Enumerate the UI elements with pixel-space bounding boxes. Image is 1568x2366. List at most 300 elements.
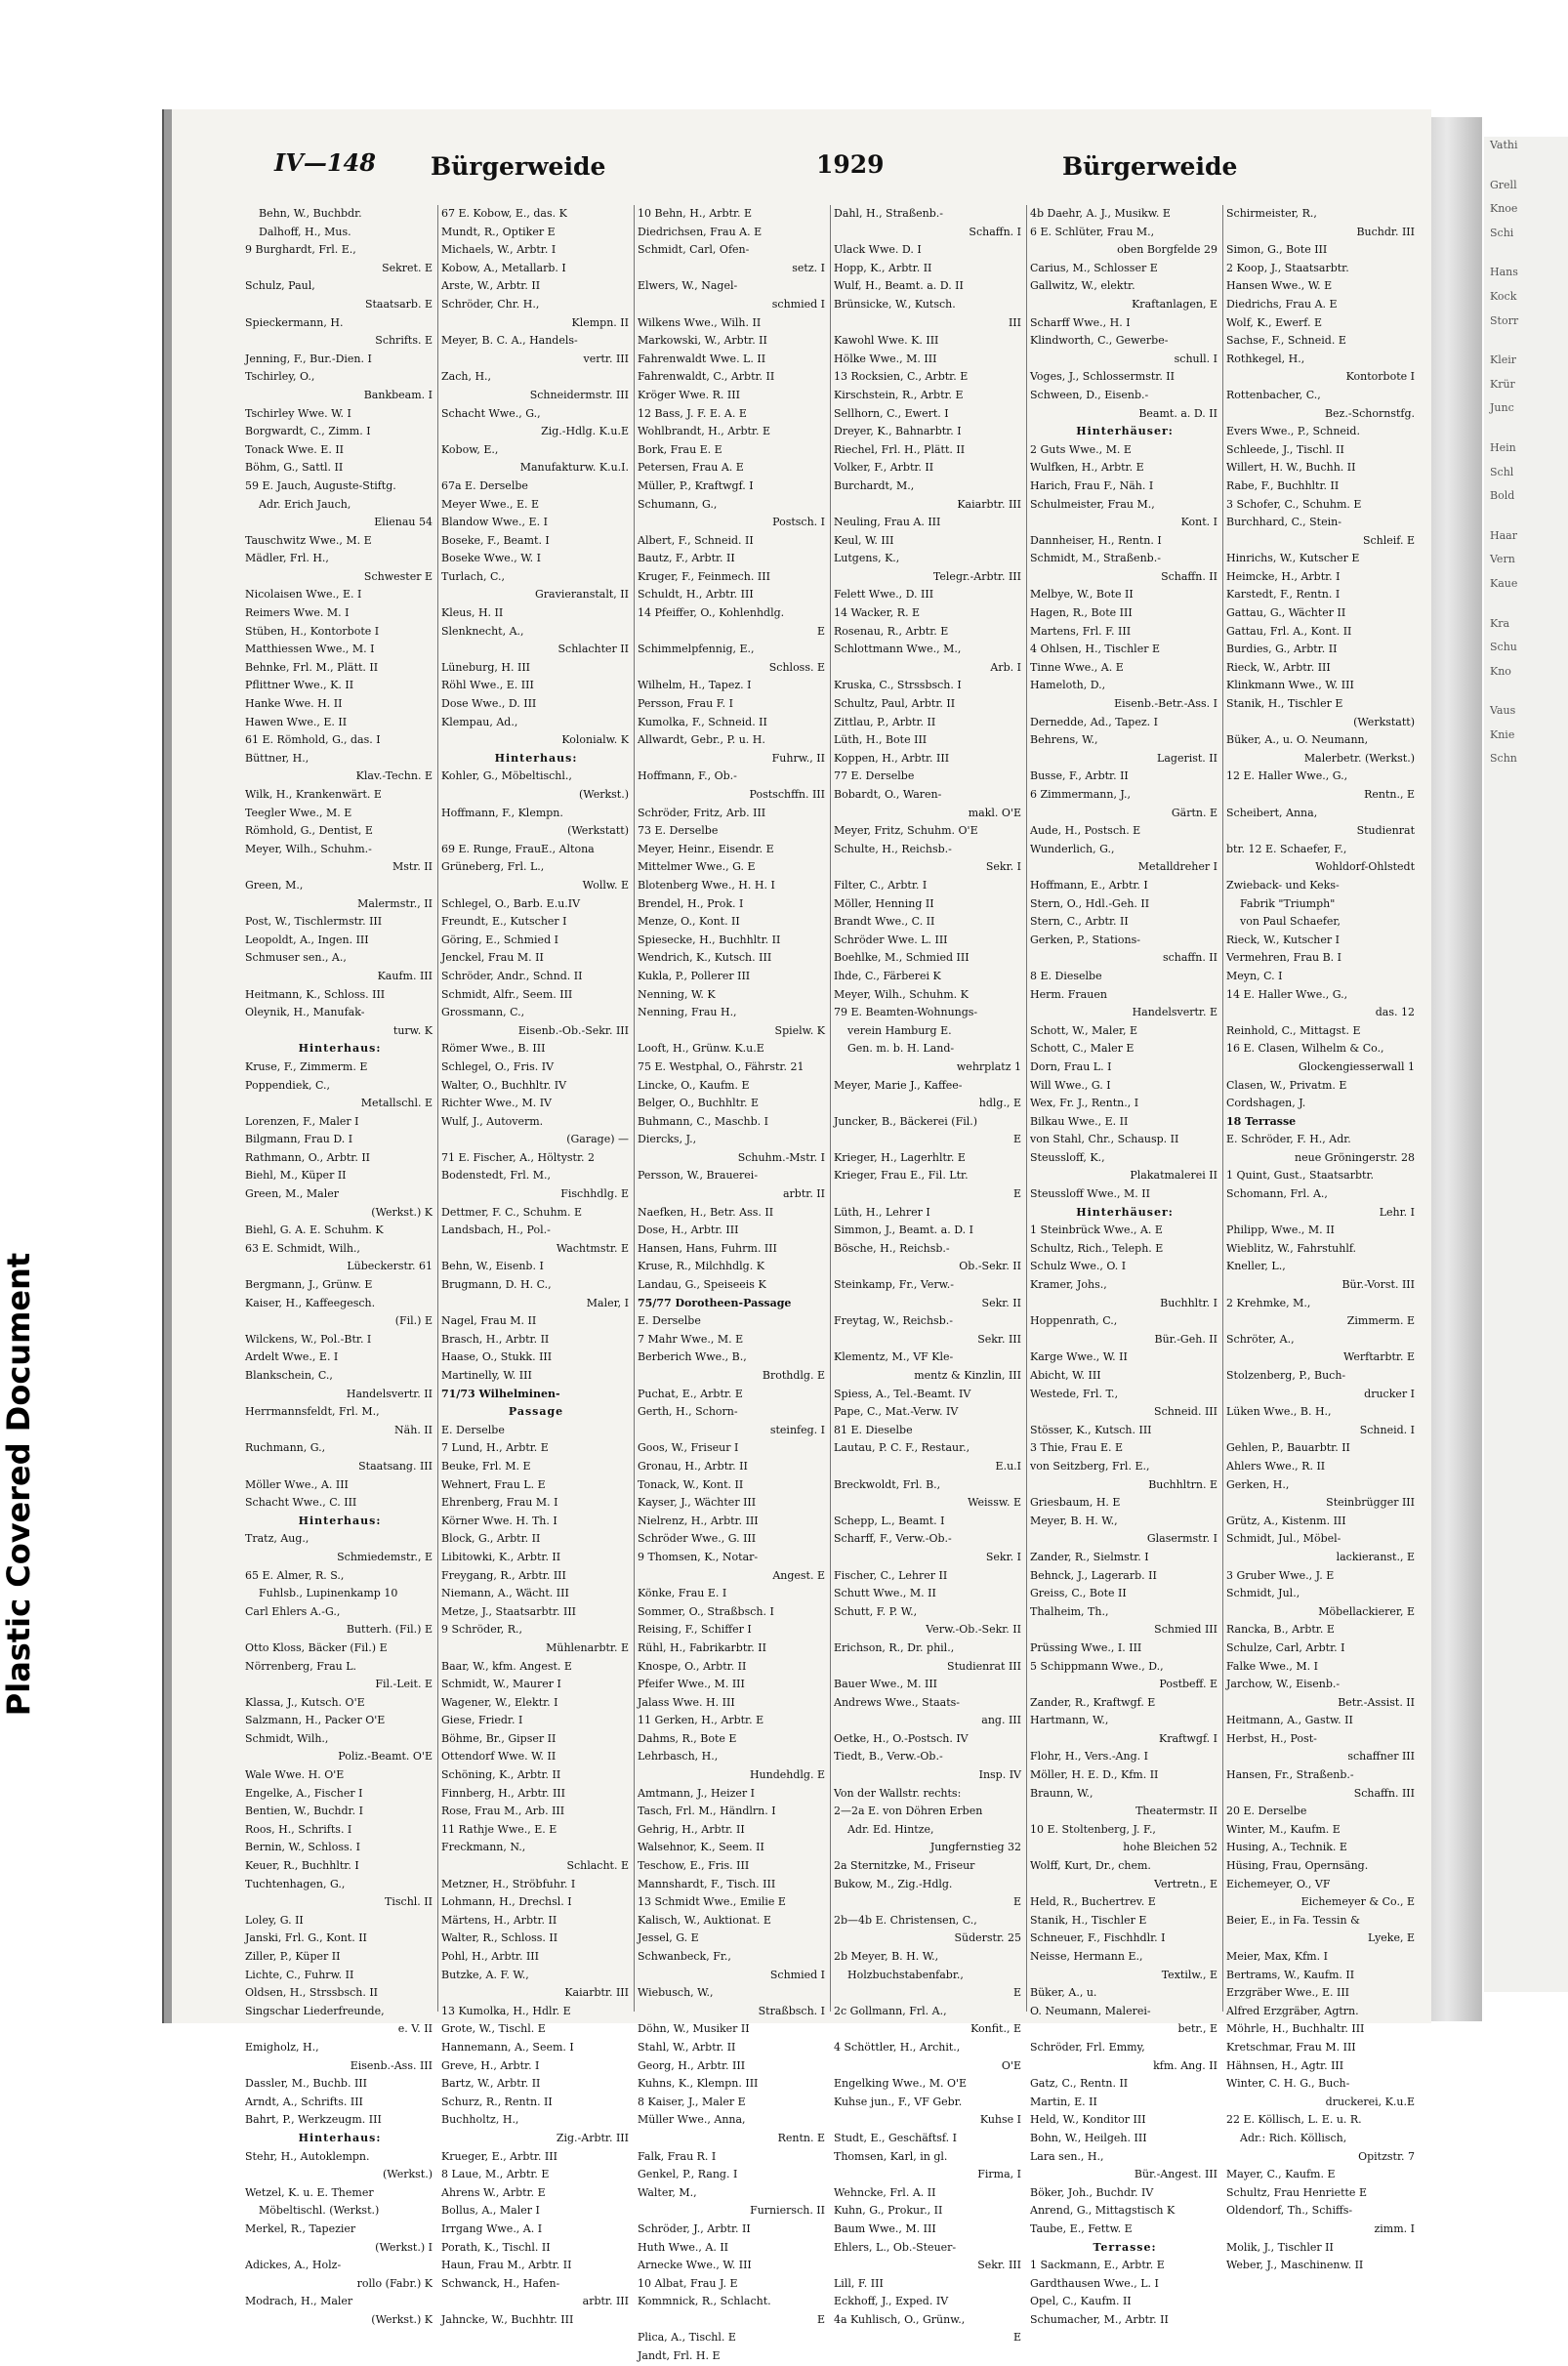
directory-entry: Firma, I: [977, 2168, 1021, 2181]
directory-entry: 4b Daehr, A. J., Musikw. E: [1030, 207, 1171, 220]
directory-entry: Burchhard, C., Stein-: [1226, 516, 1341, 529]
directory-entry: Slenknecht, A.,: [441, 624, 524, 638]
directory-entry: Nenning, W. K: [638, 987, 716, 1001]
directory-entry: 6 Zimmermann, J.,: [1030, 788, 1131, 801]
next-page-text: Kaue: [1490, 576, 1518, 590]
directory-entry: Klementz, M., VF Kle-: [834, 1350, 954, 1364]
directory-entry: Lautau, P. C. F., Restaur.,: [834, 1441, 970, 1455]
directory-entry: Eichemeyer & Co., E: [1300, 1895, 1415, 1909]
directory-entry: Goos, W., Friseur I: [638, 1441, 739, 1455]
directory-entry: Genkel, P., Rang. I: [638, 2168, 738, 2181]
directory-entry: Nicolaisen Wwe., E. I: [245, 588, 362, 602]
directory-entry: Arb. I: [990, 660, 1021, 674]
directory-entry: Oleynik, H., Manufak-: [245, 1006, 365, 1019]
directory-entry: Tschirley Wwe. W. I: [245, 406, 351, 420]
directory-entry: 10 Behn, H., Arbtr. E: [638, 207, 753, 220]
directory-entry: Pfeifer Wwe., M. III: [638, 1678, 745, 1691]
section-heading: Hinterhaus:: [494, 751, 578, 765]
directory-entry: Schröder, Andr., Schnd. II: [441, 969, 583, 982]
directory-entry: Ottendorf Wwe. W. II: [441, 1750, 557, 1764]
directory-entry: (Werkstatt): [1353, 715, 1415, 728]
directory-entry: Glockengiesserwall 1: [1299, 1059, 1415, 1073]
directory-entry: hohe Bleichen 52: [1123, 1841, 1217, 1854]
directory-entry: Ehrenberg, Frau M. I: [441, 1496, 558, 1510]
directory-entry: Wachtmstr. E: [556, 1241, 629, 1255]
directory-entry: Schott, C., Maler E: [1030, 1042, 1135, 1056]
directory-entry: Arste, W., Arbtr. II: [441, 279, 541, 293]
directory-entry: Baum Wwe., M. III: [834, 2221, 936, 2235]
directory-entry: Näh. II: [394, 1423, 433, 1436]
directory-entry: Kommnick, R., Schlacht.: [638, 2295, 771, 2308]
directory-entry: Molik, J., Tischler II: [1226, 2240, 1334, 2254]
directory-entry: Staatsang. III: [358, 1459, 433, 1473]
directory-entry: Taube, E., Fettw. E: [1030, 2221, 1133, 2235]
directory-entry: Spiess, A., Tel.-Beamt. IV: [834, 1387, 971, 1400]
directory-entry: arbtr. III: [582, 2295, 629, 2308]
street-title-left: Bürgerweide: [431, 152, 606, 181]
directory-entry: Markowski, W., Arbtr. II: [638, 334, 767, 348]
directory-entry: Arndt, A., Schrifts. III: [245, 2095, 363, 2108]
directory-entry: Eisenb.-Ass. III: [350, 2058, 433, 2072]
directory-entry: Willert, H. W., Buchh. II: [1226, 461, 1356, 475]
directory-entry: 8 Laue, M., Arbtr. E: [441, 2168, 550, 2181]
directory-entry: Wollw. E: [582, 878, 629, 892]
directory-entry: Schneid. III: [1154, 1405, 1217, 1419]
directory-entry: Schmidt, Wilh.,: [245, 1731, 329, 1745]
directory-entry: Gehrig, H., Arbtr. II: [638, 1822, 745, 1836]
directory-entry: Will Wwe., G. I: [1030, 1078, 1111, 1092]
directory-entry: Meyer, Wilh., Schuhm.-: [245, 842, 372, 855]
section-heading: Terrasse:: [1093, 2240, 1157, 2254]
directory-entry: Fahrenwaldt, C., Arbtr. II: [638, 370, 775, 384]
directory-entry: 67 E. Kobow, E., das. K: [441, 207, 567, 220]
directory-column: [438, 205, 635, 2326]
directory-entry: Schröter, A.,: [1226, 1332, 1295, 1346]
directory-entry: 3 Schofer, C., Schuhm. E: [1226, 497, 1362, 511]
directory-entry: Buchholtz, H.,: [441, 2113, 519, 2127]
directory-entry: 5 Schippmann Wwe., D.,: [1030, 1659, 1164, 1673]
directory-entry: arbtr. II: [782, 1187, 825, 1201]
directory-entry: Arnecke Wwe., W. III: [638, 2259, 752, 2272]
directory-entry: Grote, W., Tischl. E: [441, 2022, 546, 2036]
directory-entry: Kayser, J., Wächter III: [638, 1496, 757, 1510]
directory-entry: Opel, C., Kaufm. II: [1030, 2295, 1132, 2308]
directory-entry: Baar, W., kfm. Angest. E: [441, 1659, 572, 1673]
directory-entry: Kaiarbtr. III: [957, 497, 1021, 511]
directory-entry: Hoffmann, F., Ob.-: [638, 769, 737, 783]
directory-entry: Winter, C. H. G., Buch-: [1226, 2077, 1350, 2091]
directory-entry: Wendrich, K., Kutsch. III: [638, 951, 772, 965]
next-page-text: Haar: [1490, 528, 1517, 542]
directory-entry: 2a Sternitzke, M., Friseur: [834, 1859, 975, 1873]
directory-entry: Malerbetr. (Werkst.): [1303, 751, 1415, 765]
directory-entry: Elwers, W., Nagel-: [638, 279, 738, 293]
directory-entry: 8 E. Dieselbe: [1030, 969, 1102, 982]
directory-entry: Opitzstr. 7: [1358, 2149, 1415, 2163]
directory-entry: Walter, M.,: [638, 2185, 697, 2199]
directory-entry: Persson, Frau F. I: [638, 697, 733, 711]
directory-entry: Stahl, W., Arbtr. II: [638, 2040, 736, 2054]
directory-entry: (Werkst.) K: [371, 2312, 433, 2326]
directory-entry: Gatz, C., Rentn. II: [1030, 2077, 1129, 2091]
directory-entry: 22 E. Köllisch, L. E. u. R.: [1226, 2113, 1362, 2127]
next-page-text: Kock: [1490, 289, 1517, 303]
directory-entry: mentz & Kinzlin, III: [914, 1369, 1021, 1382]
directory-entry: Bohn, W., Heilgeh. III: [1030, 2131, 1147, 2144]
directory-entry: Gattau, G., Wächter II: [1226, 606, 1346, 620]
directory-entry: Clasen, W., Privatm. E: [1226, 1078, 1347, 1092]
directory-entry: 3 Gruber Wwe., J. E: [1226, 1568, 1335, 1582]
directory-entry: Scheibert, Anna,: [1226, 806, 1318, 819]
directory-entry: Hansen Wwe., W. E: [1226, 279, 1333, 293]
directory-entry: Schaffn. III: [1353, 1786, 1415, 1800]
directory-entry: Fischer, C., Lehrer II: [834, 1568, 948, 1582]
directory-entry: Mstr. II: [392, 860, 433, 874]
directory-entry: Gerken, H.,: [1226, 1477, 1290, 1491]
directory-entry: Rothkegel, H.,: [1226, 352, 1305, 365]
directory-entry: Philipp, Wwe., M. II: [1226, 1224, 1335, 1237]
directory-entry: Bork, Frau E. E: [638, 442, 722, 456]
directory-entry: Lichte, C., Fuhrw. II: [245, 1968, 354, 1981]
directory-entry: Grütz, A., Kistenm. III: [1226, 1514, 1346, 1527]
directory-entry: Schulmeister, Frau M.,: [1030, 497, 1155, 511]
directory-entry: Schween, D., Eisenb.-: [1030, 388, 1149, 401]
directory-entry: Cordshagen, J.: [1226, 1097, 1306, 1110]
directory-entry: Schwanck, H., Hafen-: [441, 2276, 560, 2290]
directory-entry: Stüben, H., Kontorbote I: [245, 624, 380, 638]
directory-entry: 18 Terrasse: [1226, 1114, 1297, 1128]
directory-entry: Bür.-Geh. II: [1154, 1332, 1217, 1346]
directory-entry: Mannshardt, F., Tisch. III: [638, 1877, 776, 1890]
directory-entry: Dernedde, Ad., Tapez. I: [1030, 715, 1158, 728]
directory-entry: Haase, O., Stukk. III: [441, 1350, 553, 1364]
directory-entry: Kolonialw. K: [561, 733, 629, 747]
directory-entry: Wehnert, Frau L. E: [441, 1477, 546, 1491]
directory-entry: Meier, Max, Kfm. I: [1226, 1950, 1328, 1963]
directory-entry: 16 E. Clasen, Wilhelm & Co.,: [1226, 1042, 1384, 1056]
directory-entry: Gallwitz, W., elektr.: [1030, 279, 1135, 293]
directory-entry: Thalheim, Th.,: [1030, 1604, 1109, 1618]
directory-entry: schmied I: [771, 297, 825, 311]
directory-entry: Scharff Wwe., H. I: [1030, 315, 1131, 329]
directory-entry: Schöning, K., Arbtr. II: [441, 1768, 561, 1782]
directory-entry: Bollus, A., Maler I: [441, 2204, 540, 2218]
directory-entry: Oldsen, H., Strssbsch. II: [245, 1986, 379, 2000]
directory-entry: 6 E. Schlüter, Frau M.,: [1030, 225, 1155, 238]
directory-entry: Schultz, Frau Henriette E: [1226, 2185, 1367, 2199]
directory-entry: Schurz, R., Rentn. II: [441, 2095, 553, 2108]
directory-entry: das. 12: [1375, 1006, 1415, 1019]
directory-entry: Dorn, Frau L. I: [1030, 1059, 1112, 1073]
directory-entry: Voges, J., Schlossermstr. II: [1030, 370, 1176, 384]
directory-entry: Rabe, F., Buchhltr. II: [1226, 478, 1340, 492]
directory-entry: Amtmann, J., Heizer I: [638, 1786, 756, 1800]
directory-entry: Bilgmann, Frau D. I: [245, 1133, 353, 1146]
directory-entry: Rentn., E: [1364, 788, 1415, 801]
next-page-text: Knie: [1490, 727, 1515, 741]
directory-entry: Metze, J., Staatsarbtr. III: [441, 1604, 577, 1618]
directory-entry: Furniersch. II: [750, 2204, 825, 2218]
directory-entry: Beier, E., in Fa. Tessin &: [1226, 1913, 1360, 1927]
directory-entry: Kruse, F., Zimmerm. E: [245, 1059, 368, 1073]
directory-entry: 13 Schmidt Wwe., Emilie E: [638, 1895, 786, 1909]
directory-entry: Greve, H., Arbtr. I: [441, 2058, 540, 2072]
directory-entry: Georg, H., Arbtr. III: [638, 2058, 746, 2072]
directory-entry: Spieckermann, H.: [245, 315, 344, 329]
directory-entry: Büttner, H.,: [245, 751, 309, 765]
directory-entry: E: [1012, 1895, 1021, 1909]
directory-entry: Engelke, A., Fischer I: [245, 1786, 363, 1800]
directory-entry: Engelking Wwe., M. O'E: [834, 2077, 968, 2091]
directory-entry: 69 E. Runge, FrauE., Altona: [441, 842, 595, 855]
directory-entry: Herrmannsfeldt, Frl. M.,: [245, 1405, 380, 1419]
directory-entry: Pohl, H., Arbtr. III: [441, 1950, 539, 1963]
directory-entry: Staatsarb. E: [364, 297, 433, 311]
directory-entry: Teegler Wwe., M. E: [245, 806, 352, 819]
directory-entry: Gravieranstalt, II: [535, 588, 629, 602]
directory-entry: Metallschl. E: [360, 1097, 433, 1110]
directory-entry: Borgwardt, C., Zimm. I: [245, 425, 371, 438]
directory-entry: E. Derselbe: [638, 1314, 701, 1328]
directory-entry: Spielw. K: [774, 1023, 825, 1037]
directory-entry: Reimers Wwe. M. I: [245, 606, 350, 620]
directory-entry: Puchat, E., Arbtr. E: [638, 1387, 743, 1400]
directory-entry: Braunn, W.,: [1030, 1786, 1093, 1800]
directory-entry: Hoppenrath, C.,: [1030, 1314, 1118, 1328]
directory-entry: Postbeff. E: [1159, 1678, 1217, 1691]
directory-entry: Hameloth, D.,: [1030, 679, 1106, 692]
directory-entry: Büker, A., u.: [1030, 1986, 1097, 2000]
directory-entry: 1 Sackmann, E., Arbtr. E: [1030, 2259, 1165, 2272]
directory-entry: Gen. m. b. H. Land-: [847, 1042, 955, 1056]
directory-entry: Biehl, M., Küper II: [245, 1169, 347, 1183]
directory-entry: Irrgang Wwe., A. I: [441, 2221, 543, 2235]
directory-entry: Buhmann, C., Maschb. I: [638, 1114, 769, 1128]
directory-entry: Gronau, H., Arbtr. II: [638, 1459, 748, 1473]
directory-entry: Fischhdlg. E: [560, 1187, 629, 1201]
directory-entry: Beuke, Frl. M. E: [441, 1459, 531, 1473]
directory-entry: Tschirley, O.,: [245, 370, 315, 384]
directory-entry: Matthiessen Wwe., M. I: [245, 643, 375, 656]
directory-entry: Hölke Wwe., M. III: [834, 352, 937, 365]
directory-entry: Studienrat: [1356, 824, 1415, 838]
directory-entry: Oldendorf, Th., Schiffs-: [1226, 2204, 1353, 2218]
directory-entry: verein Hamburg E.: [847, 1023, 952, 1037]
directory-entry: 77 E. Derselbe: [834, 769, 915, 783]
directory-entry: Zig.-Arbtr. III: [556, 2131, 629, 2144]
next-page-text: Krür: [1490, 377, 1515, 391]
directory-entry: 4 Schöttler, H., Archit.,: [834, 2040, 961, 2054]
directory-entry: Freundt, E., Kutscher I: [441, 915, 567, 929]
directory-entry: 12 Bass, J. F. E. A. E: [638, 406, 747, 420]
directory-entry: 59 E. Jauch, Auguste-Stiftg.: [245, 478, 396, 492]
directory-entry: Insp. IV: [978, 1768, 1021, 1782]
directory-entry: Tratz, Aug.,: [245, 1532, 309, 1546]
directory-entry: Hüsing, Frau, Opernsäng.: [1226, 1859, 1369, 1873]
directory-entry: Bilkau Wwe., E. II: [1030, 1114, 1129, 1128]
directory-entry: Schulze, Carl, Arbtr. I: [1226, 1640, 1345, 1654]
directory-entry: Weber, J., Maschinenw. II: [1226, 2259, 1364, 2272]
directory-entry: Elienau 54: [374, 516, 433, 529]
next-page-text: Schn: [1490, 752, 1517, 766]
directory-entry: Aude, H., Postsch. E: [1030, 824, 1141, 838]
directory-entry: Gärtn. E: [1171, 806, 1217, 819]
directory-entry: Hagen, R., Bote III: [1030, 606, 1133, 620]
directory-entry: Oetke, H., O.-Postsch. IV: [834, 1731, 969, 1745]
directory-entry: von Seitzberg, Frl. E.,: [1030, 1459, 1150, 1473]
directory-entry: Herm. Frauen: [1030, 987, 1107, 1001]
directory-entry: 2—2a E. von Döhren Erben: [834, 1805, 983, 1818]
directory-entry: Zig.-Hdlg. K.u.E: [541, 425, 629, 438]
directory-entry: Poppendiek, C.,: [245, 1078, 331, 1092]
directory-entry: Mühlenarbtr. E: [546, 1640, 629, 1654]
directory-entry: Schloss. E: [768, 660, 825, 674]
directory-entry: Bauer Wwe., M. III: [834, 1678, 938, 1691]
directory-entry: 14 Wacker, R. E: [834, 606, 921, 620]
directory-entry: Post, W., Tischlermstr. III: [245, 915, 383, 929]
directory-entry: Jandt, Frl. H. E: [638, 2349, 721, 2363]
directory-entry: 71/73 Wilhelminen-: [441, 1387, 560, 1400]
directory-entry: zimm. I: [1374, 2221, 1415, 2235]
directory-entry: Rottenbacher, C.,: [1226, 388, 1321, 401]
directory-entry: turw. K: [392, 1023, 433, 1037]
directory-column: [242, 205, 438, 2326]
directory-entry: Sekr. I: [985, 1550, 1021, 1563]
directory-entry: Husing, A., Technik. E: [1226, 1841, 1347, 1854]
directory-entry: steinfeg. I: [769, 1423, 825, 1436]
directory-entry: Metalldreher I: [1137, 860, 1217, 874]
directory-entry: Ob.-Sekr. II: [959, 1260, 1021, 1273]
directory-entry: Freckmann, N.,: [441, 1841, 526, 1854]
directory-entry: Evers Wwe., P., Schneid.: [1226, 425, 1360, 438]
directory-entry: Schultz, Rich., Teleph. E: [1030, 1241, 1164, 1255]
next-page-text: Vaus: [1490, 704, 1516, 718]
directory-entry: Persson, W., Brauerei-: [638, 1169, 759, 1183]
directory-entry: Breckwoldt, Frl. B.,: [834, 1477, 941, 1491]
directory-entry: Meyer, Heinr., Eisendr. E: [638, 842, 774, 855]
next-page-text: Bold: [1490, 489, 1515, 503]
directory-entry: Hoffmann, F., Klempn.: [441, 806, 563, 819]
directory-entry: Kleus, H. II: [441, 606, 504, 620]
directory-entry: Buchhltrn. E: [1148, 1477, 1217, 1491]
directory-entry: Finnberg, H., Arbtr. III: [441, 1786, 565, 1800]
directory-entry: Brendel, H., Prok. I: [638, 896, 744, 910]
directory-entry: Winter, M., Kaufm. E: [1226, 1822, 1341, 1836]
directory-entry: Werftarbtr. E: [1342, 1350, 1415, 1364]
directory-entry: Freytag, W., Reichsb.-: [834, 1314, 953, 1328]
directory-entry: Heimcke, H., Arbtr. I: [1226, 569, 1341, 583]
section-heading: Hinterhaus:: [298, 1042, 382, 1056]
directory-entry: Eckhoff, J., Exped. IV: [834, 2295, 949, 2308]
directory-entry: Ulack Wwe. D. I: [834, 243, 922, 257]
directory-entry: Wohlbrandt, H., Arbtr. E: [638, 425, 771, 438]
directory-entry: Röhl Wwe., E. III: [441, 679, 534, 692]
directory-entry: Lill, F. III: [834, 2276, 884, 2290]
directory-entry: Kobow, E.,: [441, 442, 499, 456]
directory-entry: Jahncke, W., Buchhtr. III: [441, 2312, 574, 2326]
directory-entry: setz. I: [792, 261, 825, 274]
directory-entry: Leopoldt, A., Ingen. III: [245, 933, 369, 946]
directory-entry: 2c Gollmann, Frl. A.,: [834, 2004, 947, 2017]
directory-entry: Karstedt, F., Rentn. I: [1226, 588, 1341, 602]
directory-entry: Wolf, K., Ewerf. E: [1226, 315, 1322, 329]
directory-entry: Hansen, Hans, Fuhrm. III: [638, 1241, 777, 1255]
directory-entry: 10 E. Stoltenberg, J. F.,: [1030, 1822, 1156, 1836]
directory-entry: Ehlers, L., Ob.-Steuer-: [834, 2240, 957, 2254]
directory-entry: 2b Meyer, B. H. W.,: [834, 1950, 939, 1963]
directory-entry: Meyer, Marie J., Kaffee-: [834, 1078, 963, 1092]
directory-entry: Belger, O., Buchhltr. E: [638, 1097, 760, 1110]
directory-entry: Schacht Wwe., C. III: [245, 1496, 357, 1510]
directory-entry: Bösche, H., Reichsb.-: [834, 1241, 950, 1255]
directory-entry: Prüssing Wwe., I. III: [1030, 1640, 1142, 1654]
directory-entry: Eichemeyer, O., VF: [1226, 1877, 1331, 1890]
directory-entry: Tinne Wwe., A. E: [1030, 660, 1124, 674]
directory-entry: 65 E. Almer, R. S.,: [245, 1568, 345, 1582]
directory-entry: Merkel, R., Tapezier: [245, 2221, 356, 2235]
next-page-text: Storr: [1490, 313, 1519, 327]
directory-entry: Adickes, A., Holz-: [245, 2259, 342, 2272]
directory-entry: Kuhn, G., Prokur., II: [834, 2204, 943, 2218]
directory-entry: Gerken, P., Stations-: [1030, 933, 1140, 946]
directory-entry: oben Borgfelde 29: [1117, 243, 1217, 257]
next-page-text: Grell: [1490, 178, 1517, 191]
directory-entry: Krieger, H., Lagerhltr. E: [834, 1150, 966, 1164]
directory-entry: Schultz, Paul, Arbtr. II: [834, 697, 956, 711]
directory-entry: Bobardt, O., Waren-: [834, 788, 942, 801]
directory-entry: Kaufm. III: [377, 969, 433, 982]
section-heading: Passage: [508, 1405, 564, 1419]
directory-entry: Göring, E., Schmied I: [441, 933, 558, 946]
directory-entry: Kawohl Wwe. K. III: [834, 334, 939, 348]
directory-entry: 2 Koop, J., Staatsarbtr.: [1226, 261, 1349, 274]
directory-entry: Wulf, J., Autoverm.: [441, 1114, 544, 1128]
directory-entry: Michaels, W., Arbtr. I: [441, 243, 557, 257]
directory-entry: Schwester E: [363, 569, 433, 583]
directory-entry: Meyer Wwe., E. E: [441, 497, 540, 511]
directory-entry: Sachse, F., Schneid. E: [1226, 334, 1346, 348]
directory-entry: Albert, F., Schneid. II: [638, 533, 754, 547]
directory-entry: Dose Wwe., D. III: [441, 697, 537, 711]
directory-entry: Wagener, W., Elektr. I: [441, 1695, 558, 1709]
directory-entry: Erzgräber Wwe., E. III: [1226, 1986, 1350, 2000]
directory-entry: Gardthausen Wwe., L. I: [1030, 2276, 1159, 2290]
directory-entry: Gattau, Frl. A., Kont. II: [1226, 624, 1352, 638]
directory-entry: Lincke, O., Kaufm. E: [638, 1078, 750, 1092]
directory-entry: Bankbeam. I: [363, 388, 433, 401]
directory-entry: Dannheiser, H., Rentn. I: [1030, 533, 1162, 547]
directory-entry: Eisenb.-Betr.-Ass. I: [1114, 697, 1217, 711]
directory-entry: Kuhns, K., Klempn. III: [638, 2077, 759, 2091]
directory-entry: Lüth, H., Bote III: [834, 733, 928, 747]
directory-entry: Bez.-Schornstfg.: [1324, 406, 1415, 420]
directory-entry: Hannemann, A., Seem. I: [441, 2040, 574, 2054]
directory-entry: ang. III: [981, 1714, 1021, 1727]
directory-entry: Tonack, W., Kont. II: [638, 1477, 744, 1491]
directory-entry: Karge Wwe., W. II: [1030, 1350, 1128, 1364]
directory-entry: Döhn, W., Musiker II: [638, 2022, 750, 2036]
directory-entry: Schröder Wwe. L. III: [834, 933, 948, 946]
directory-entry: Textilw., E: [1161, 1968, 1217, 1981]
directory-entry: Behn, W., Eisenb. I: [441, 1260, 544, 1273]
directory-entry: Römer Wwe., B. III: [441, 1042, 546, 1056]
directory-entry: Filter, C., Arbtr. I: [834, 878, 928, 892]
directory-entry: Thomsen, Karl, in gl.: [834, 2149, 948, 2163]
directory-entry: Süderstr. 25: [954, 1931, 1021, 1945]
directory-entry: Martinelly, W. III: [441, 1369, 532, 1382]
directory-entry: Sekret. E: [382, 261, 433, 274]
directory-entry: 8 Kaiser, J., Maler E: [638, 2095, 746, 2108]
